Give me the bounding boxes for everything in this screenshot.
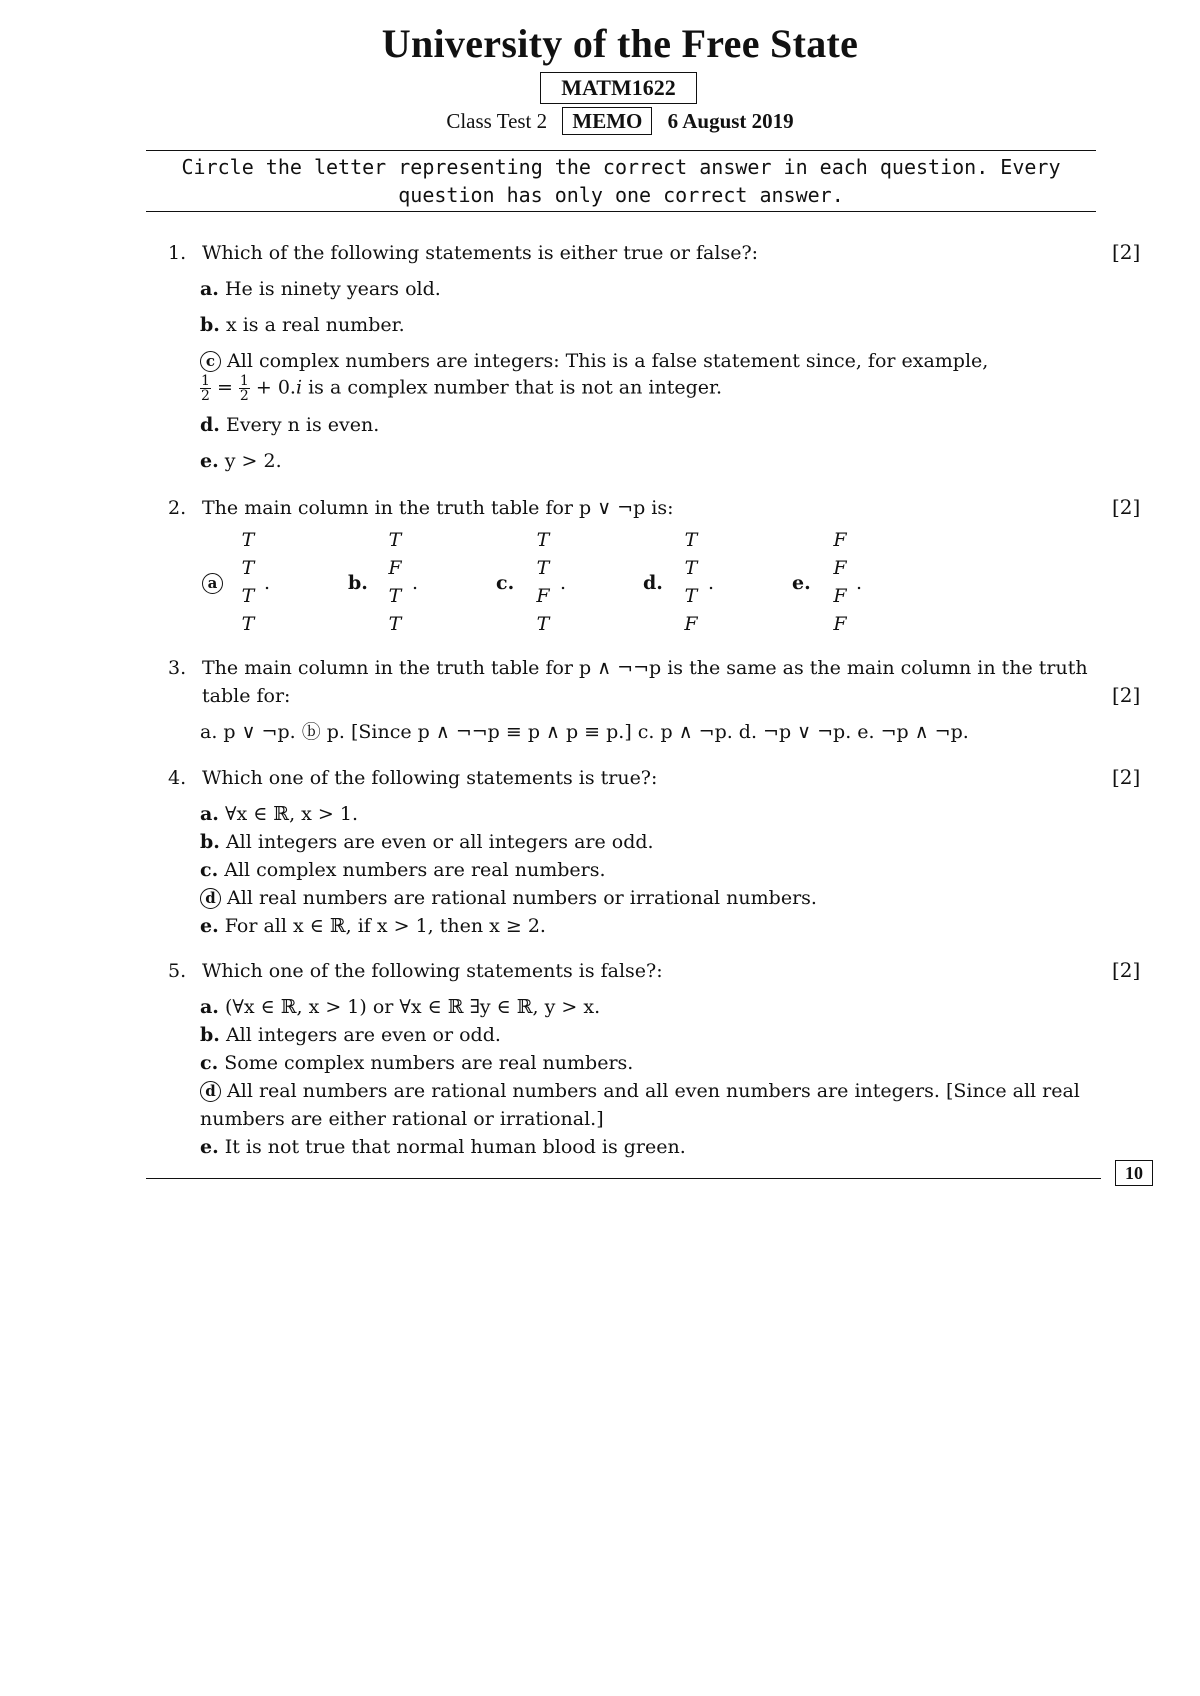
question-number: 2. (168, 497, 187, 519)
truth-value: F (388, 557, 402, 579)
option-label: a. (200, 278, 219, 300)
question-number: 5. (168, 960, 187, 982)
question-number: 1. (168, 242, 187, 264)
question-5 (168, 958, 663, 984)
option-text: All complex numbers are real numbers. (224, 859, 606, 881)
truth-value: T (388, 585, 402, 607)
q1-option-a (200, 276, 1100, 302)
question-number: 4. (168, 767, 187, 789)
question-1 (168, 240, 758, 266)
question-3 (168, 655, 1098, 681)
option-label: d. (643, 572, 663, 594)
option-text: All complex numbers are integers: This is a false statement since, for example, (227, 350, 989, 372)
option-text: Some complex numbers are real numbers. (224, 1052, 634, 1074)
q1-option-b (200, 312, 1100, 338)
q5-option-b (200, 1022, 1100, 1048)
truth-value: F (833, 585, 847, 607)
option-text: All real numbers are rational numbers and all even numbers are integers. [Since all real (227, 1080, 1080, 1102)
period: . (412, 572, 419, 594)
q1-option-d (200, 412, 1100, 438)
truth-value: T (536, 557, 550, 579)
option-label: e. (200, 1136, 219, 1158)
truth-value: T (388, 529, 402, 551)
option-text: It is not true that normal human blood is green. (224, 1136, 686, 1158)
question-number: 3. (168, 657, 187, 679)
truth-value: T (241, 585, 255, 607)
question-3-continued: table for: (202, 685, 291, 707)
option-label: a. (200, 803, 219, 825)
truth-value: F (536, 585, 550, 607)
option-text: y > 2. (224, 450, 282, 472)
option-label: b. (348, 572, 368, 594)
rule-bottom (146, 1178, 1101, 1179)
option-text: (∀x ∈ ℝ, x > 1) or ∀x ∈ ℝ ∃y ∈ ℝ, y > x. (224, 996, 601, 1018)
option-label: c. (496, 572, 515, 594)
q4-option-a (200, 801, 1100, 827)
option-text: All integers are even or odd. (225, 1024, 501, 1046)
period: . (856, 572, 863, 594)
period: . (264, 572, 271, 594)
question-2-marks: [2] (1112, 495, 1141, 519)
question-5-marks: [2] (1112, 958, 1141, 982)
q5-option-e (200, 1134, 1100, 1160)
option-label: b. (200, 831, 220, 853)
option-text: is a complex number that is not an integer. (308, 376, 723, 399)
q4-option-b (200, 829, 1100, 855)
truth-value: F (833, 529, 847, 551)
question-text: Which one of the following statements is true?: (202, 767, 658, 789)
q1-option-c-continued: $\frac{1}{2}$ = $\frac{1}{2}$ + 0.i is a complex number that is not an integer. (201, 373, 723, 404)
option-text: Every n is even. (225, 414, 380, 436)
truth-value: T (684, 585, 698, 607)
option-text: x is a real number. (225, 314, 405, 336)
test-date: 6 August 2019 (667, 109, 794, 133)
q5-option-c (200, 1050, 1100, 1076)
circled-answer-d: d (200, 888, 221, 909)
circled-answer-c: c (200, 351, 221, 372)
q5-option-d (200, 1078, 1100, 1104)
truth-value: T (241, 529, 255, 551)
question-4 (168, 765, 657, 791)
test-name: Class Test 2 (446, 109, 548, 133)
option-label: e. (200, 450, 219, 472)
q1-option-c (200, 348, 1100, 374)
question-text: Which of the following statements is either true or false?: (202, 242, 759, 264)
instructions: Circle the letter representing the correct answer in each question. Every question has only one correct answer. (181, 155, 1061, 207)
truth-value: F (684, 613, 698, 635)
option-label: c. (200, 1052, 219, 1074)
period: . (560, 572, 567, 594)
truth-value: T (684, 557, 698, 579)
option-text: All integers are even or all integers are odd. (225, 831, 654, 853)
question-text: Which one of the following statements is false?: (202, 960, 663, 982)
fraction-half: $\frac{1}{2}$ (239, 373, 249, 404)
test-info-line (0, 107, 1200, 135)
q3-answer-line: a. p ∨ ¬p. ⓑ p. [Since p ∧ ¬¬p ≡ p ∧ p ≡ p.] c. p ∧ ¬p. d. ¬p ∨ ¬p. e. ¬p ∧ ¬p. (200, 721, 969, 743)
question-text: The main column in the truth table for p ∧ ¬¬p is the same as the main column in the truth (202, 657, 1088, 679)
option-label: a. (200, 996, 219, 1018)
rule-instructions-bottom (146, 211, 1096, 212)
option-label: c. (200, 859, 219, 881)
truth-value: T (241, 557, 255, 579)
truth-value: F (833, 613, 847, 635)
total-marks-box: 10 (1115, 1160, 1153, 1186)
circled-answer-d: d (200, 1081, 221, 1102)
q4-option-c (200, 857, 1100, 883)
q5-option-d-continued: numbers are either rational or irrational.] (200, 1108, 604, 1130)
question-text: The main column in the truth table for p ∨ ¬p is: (202, 497, 674, 519)
q1-option-e (200, 448, 1100, 474)
question-3-marks: [2] (1112, 683, 1141, 707)
option-text: He is ninety years old. (224, 278, 441, 300)
q4-option-e (200, 913, 1100, 939)
truth-value: F (833, 557, 847, 579)
option-label: d. (200, 414, 220, 436)
option-text: For all x ∈ ℝ, if x > 1, then x ≥ 2. (224, 915, 546, 937)
option-label: e. (200, 915, 219, 937)
course-code: MATM1622 (540, 72, 697, 104)
option-text: All real numbers are rational numbers or irrational numbers. (227, 887, 817, 909)
option-label: b. (200, 1024, 220, 1046)
question-4-marks: [2] (1112, 765, 1141, 789)
truth-value: T (388, 613, 402, 635)
truth-value: T (536, 529, 550, 551)
option-label: e. (792, 572, 811, 594)
university-title: University of the Free State (381, 21, 859, 66)
fraction-half: $\frac{1}{2}$ (201, 373, 210, 404)
truth-value: T (241, 613, 255, 635)
period: . (708, 572, 715, 594)
option-label: b. (200, 314, 220, 336)
rule-top (146, 150, 1096, 151)
truth-value: T (536, 613, 550, 635)
question-2 (168, 495, 674, 521)
truth-value: T (684, 529, 698, 551)
circled-answer-a: a (202, 573, 223, 594)
q4-option-d (200, 885, 1100, 911)
memo-label: MEMO (562, 107, 652, 135)
option-text: ∀x ∈ ℝ, x > 1. (224, 803, 359, 825)
q5-option-a (200, 994, 1100, 1020)
question-1-marks: [2] (1112, 240, 1141, 264)
